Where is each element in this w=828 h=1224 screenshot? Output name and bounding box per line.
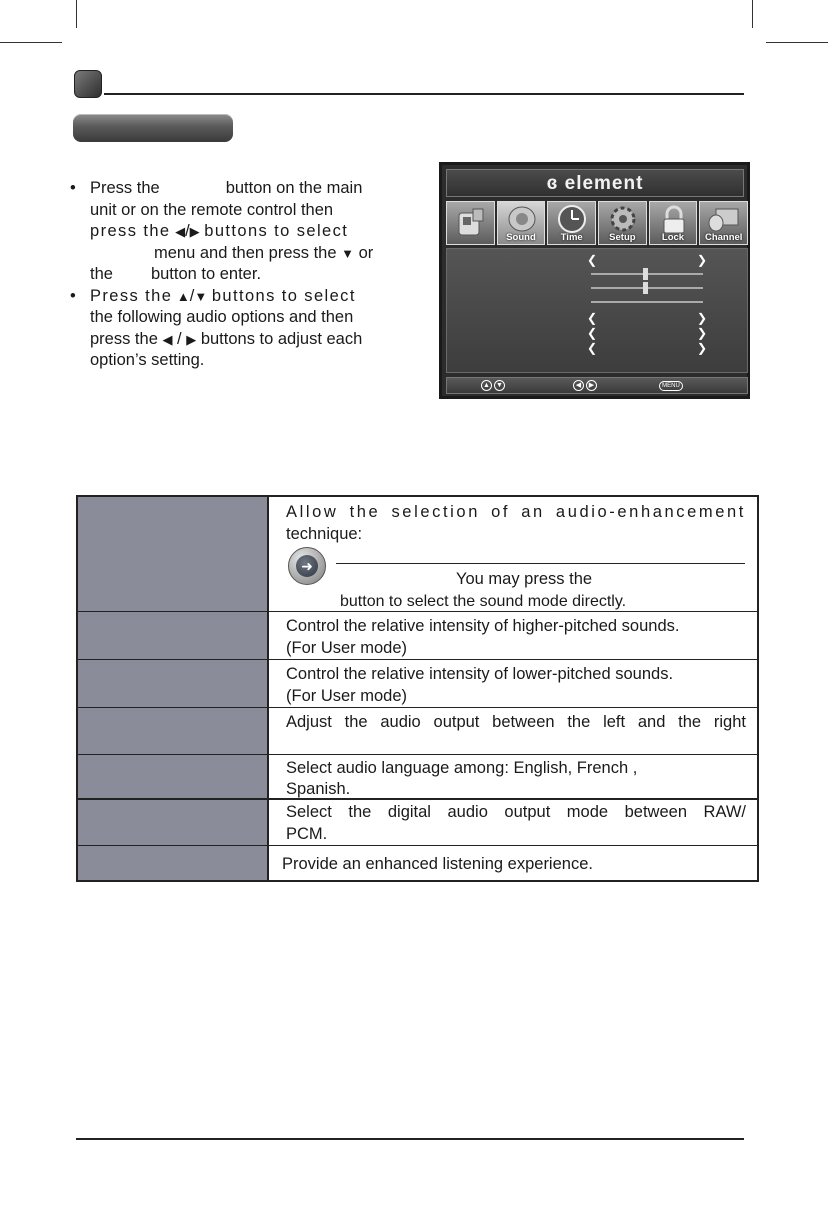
- section-header-rule: [104, 93, 744, 95]
- camera-icon: [455, 205, 487, 241]
- instr-text: buttons to select: [211, 286, 356, 305]
- row-divider: [78, 707, 757, 708]
- left-arrow-icon: ❮: [587, 326, 598, 340]
- footer-rule: [76, 1138, 744, 1140]
- crop-mark-top-right-v: [752, 0, 753, 28]
- note-text-1: You may press the: [456, 570, 593, 588]
- row-divider: [78, 754, 757, 755]
- osd-row-digital-output[interactable]: [587, 326, 707, 340]
- instr-text: unit or on the remote control then: [90, 200, 334, 219]
- note-text-2: button to select the sound mode directly.: [340, 593, 627, 610]
- instr-text: the following audio options and then: [90, 308, 354, 326]
- instruction-bullet-2: • Press the ▲/▼ buttons to select the following audio options and then press the ◀ / ▶ buttons to adjust each option’s setting.: [70, 286, 363, 369]
- tv-osd-screenshot: [439, 162, 750, 399]
- row-divider: [78, 845, 757, 846]
- osd-slider-balance[interactable]: [587, 295, 707, 309]
- column-divider: [267, 497, 269, 880]
- slider-knob[interactable]: [643, 282, 648, 294]
- osd-row-sound-mode[interactable]: [587, 253, 707, 267]
- tab-label: Lock: [661, 232, 685, 243]
- note-arrow-icon: ➜: [288, 547, 326, 585]
- desc-treble-2: (For User mode): [286, 639, 408, 657]
- instr-text: button on the main: [225, 179, 363, 197]
- instructions: [68, 178, 400, 372]
- speaker-icon: [506, 205, 538, 235]
- instr-text: buttons to adjust each: [200, 329, 363, 348]
- desc-audio-language: Select audio language among: English, French ,: [286, 759, 638, 777]
- desc-balance: Adjust the audio output between the left and the right: [286, 713, 746, 731]
- tab-sound[interactable]: [497, 201, 546, 245]
- clock-icon: [556, 205, 588, 235]
- instr-text: button to enter.: [150, 265, 262, 283]
- section-number-badge: [74, 70, 102, 98]
- instr-text: option’s setting.: [90, 351, 205, 369]
- desc-sound-mode-2: technique:: [286, 525, 363, 543]
- option-name-column: [78, 497, 269, 880]
- desc-digital-output: Select the digital audio output mode between RAW/: [286, 803, 746, 821]
- tab-picture[interactable]: [446, 201, 495, 245]
- instr-text: the: [90, 265, 113, 283]
- left-circle-icon: ◀: [573, 380, 584, 391]
- tab-label: Sound: [506, 232, 536, 243]
- lock-icon: [658, 205, 690, 235]
- osd-slider-bass[interactable]: [587, 281, 707, 295]
- gear-icon: [607, 205, 639, 235]
- down-circle-icon: ▼: [494, 380, 505, 391]
- right-arrow-icon: ❯: [696, 253, 707, 267]
- down-arrow-icon: ▼: [341, 245, 355, 261]
- right-circle-icon: ▶: [586, 380, 597, 391]
- desc-digital-output-2: PCM.: [286, 825, 328, 843]
- audio-options-table: [76, 495, 759, 882]
- left-arrow-icon: ❮: [587, 341, 598, 355]
- osd-menu-tabs: [446, 201, 748, 245]
- left-arrow-icon: ◀: [162, 331, 173, 347]
- left-arrow-icon: ❮: [587, 253, 598, 267]
- osd-row-srs[interactable]: [587, 341, 707, 355]
- instruction-bullet-1: • Press the button on the main unit or on the remote control then press the ◀/▶ buttons to select menu and then press the ▼ or the button to enter.: [70, 179, 374, 283]
- desc-sound-mode: Allow the selection of an audio-enhancement: [286, 503, 746, 521]
- desc-audio-language-2: Spanish.: [286, 780, 351, 798]
- tab-label: Setup: [609, 232, 636, 243]
- osd-row-audio-language[interactable]: [587, 311, 707, 325]
- right-arrow-icon: ❯: [696, 311, 707, 325]
- row-divider: [78, 659, 757, 660]
- instr-text: press the: [90, 329, 158, 348]
- right-arrow-icon: ❯: [696, 326, 707, 340]
- slider-knob[interactable]: [643, 268, 648, 280]
- left-arrow-icon: ◀: [175, 224, 186, 239]
- up-arrow-icon: ▲: [176, 288, 190, 304]
- desc-bass-2: (For User mode): [286, 687, 408, 705]
- down-arrow-icon: ▼: [194, 288, 208, 304]
- right-arrow-icon: ▶: [186, 331, 197, 347]
- osd-brand-title: ɞ element: [446, 169, 744, 197]
- menu-button-icon: MENU: [659, 381, 683, 391]
- instr-text: Press the: [90, 179, 160, 197]
- subsection-title-pill: [73, 114, 233, 142]
- crop-mark-top-left-h: [0, 42, 62, 43]
- note-rule: [336, 563, 745, 564]
- crop-mark-top-left-v: [76, 0, 77, 28]
- tab-label: Channel: [704, 232, 743, 243]
- crop-mark-top-right-h: [766, 42, 828, 43]
- tab-lock[interactable]: [649, 201, 698, 245]
- instr-text: press the: [90, 222, 171, 240]
- tab-time[interactable]: [547, 201, 596, 245]
- satellite-dish-icon: [708, 205, 740, 235]
- right-arrow-icon: ❯: [696, 341, 707, 355]
- osd-sound-options: [446, 248, 748, 373]
- tab-setup[interactable]: [598, 201, 647, 245]
- instr-text: menu and then press the: [154, 243, 337, 262]
- instr-text: Press the: [90, 286, 173, 305]
- osd-footer-hints: [446, 377, 748, 394]
- up-circle-icon: ▲: [481, 380, 492, 391]
- left-arrow-icon: ❮: [587, 311, 598, 325]
- instr-text: or: [358, 243, 374, 262]
- tab-label: Time: [560, 232, 583, 243]
- right-arrow-icon: ▶: [189, 224, 200, 239]
- desc-srs: Provide an enhanced listening experience.: [282, 855, 593, 873]
- desc-treble: Control the relative intensity of higher-pitched sounds.: [286, 617, 680, 635]
- instr-text: buttons to select: [204, 222, 349, 240]
- tab-channel[interactable]: [699, 201, 748, 245]
- desc-bass: Control the relative intensity of lower-pitched sounds.: [286, 665, 674, 683]
- osd-slider-treble[interactable]: [587, 267, 707, 281]
